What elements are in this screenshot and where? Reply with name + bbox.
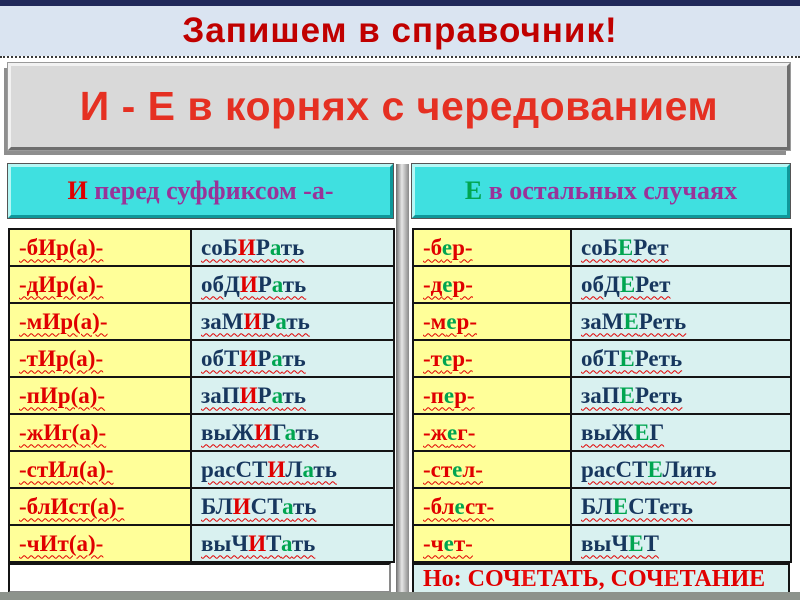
text-segment: -бИр(а)- bbox=[19, 234, 104, 260]
root-cell bbox=[413, 525, 571, 562]
root-text bbox=[423, 235, 473, 260]
text-segment: Р bbox=[255, 234, 270, 260]
text-segment: р- bbox=[454, 382, 475, 408]
text-segment: а bbox=[269, 234, 281, 260]
root-text bbox=[423, 531, 473, 556]
example-word bbox=[581, 494, 693, 519]
root-text bbox=[19, 272, 103, 297]
text-segment: е bbox=[452, 456, 463, 482]
text-segment: -пИр(а)- bbox=[19, 382, 106, 408]
text-segment: е bbox=[443, 530, 454, 556]
root-text bbox=[423, 346, 473, 371]
text-segment: -блИст(а)- bbox=[19, 493, 125, 519]
text-segment: БЛ bbox=[201, 493, 233, 519]
example-cell bbox=[571, 377, 791, 414]
root-text bbox=[19, 346, 103, 371]
root-cell bbox=[413, 414, 571, 451]
table-row bbox=[413, 488, 791, 525]
text-segment: Г bbox=[649, 419, 665, 445]
text-segment: Е bbox=[664, 566, 680, 596]
text-segment: перед суффиксом -а- bbox=[87, 176, 334, 205]
text-segment: ть bbox=[292, 493, 317, 519]
text-segment: Рет bbox=[635, 271, 671, 297]
example-cell bbox=[191, 303, 394, 340]
text-segment: ть bbox=[286, 308, 310, 334]
example-cell bbox=[571, 229, 791, 266]
text-segment: И bbox=[243, 308, 262, 334]
root-cell bbox=[413, 303, 571, 340]
text-segment: ть bbox=[313, 456, 337, 482]
table-row bbox=[9, 488, 394, 525]
text-segment: т- bbox=[453, 530, 473, 556]
text-segment: выЧ bbox=[581, 530, 629, 556]
text-segment: р- bbox=[452, 271, 473, 297]
text-segment: Е bbox=[521, 566, 537, 596]
text-segment: г- bbox=[457, 419, 476, 445]
text-segment: обД bbox=[201, 271, 240, 297]
text-segment: Реть bbox=[634, 345, 683, 371]
example-word bbox=[581, 235, 669, 260]
root-cell bbox=[9, 340, 191, 377]
text-segment: -дИр(а)- bbox=[19, 271, 104, 297]
table-row bbox=[413, 340, 791, 377]
table-row bbox=[413, 414, 791, 451]
text-segment: ть bbox=[282, 271, 307, 297]
root-cell bbox=[9, 414, 191, 451]
text-segment: заП bbox=[201, 382, 240, 408]
example-cell bbox=[571, 488, 791, 525]
example-cell bbox=[571, 451, 791, 488]
text-segment: Т bbox=[643, 530, 659, 556]
text-segment: соБ bbox=[201, 234, 238, 260]
text-segment: СТ bbox=[250, 493, 283, 519]
text-segment: -тИр(а)- bbox=[19, 345, 104, 371]
text-segment: а bbox=[271, 271, 283, 297]
text-segment: И bbox=[67, 176, 88, 205]
root-text bbox=[19, 457, 113, 482]
text-segment: И bbox=[239, 345, 258, 371]
text-segment: соБ bbox=[581, 234, 618, 260]
example-cell bbox=[571, 266, 791, 303]
text-segment: р- bbox=[452, 345, 473, 371]
example-word bbox=[201, 457, 337, 482]
root-text bbox=[423, 383, 475, 408]
example-cell bbox=[571, 340, 791, 377]
text-segment: выЧ bbox=[201, 530, 249, 556]
table-row bbox=[9, 414, 394, 451]
text-segment: р- bbox=[452, 234, 473, 260]
text-segment: е bbox=[454, 493, 465, 519]
text-segment: р- bbox=[456, 308, 477, 334]
example-cell bbox=[571, 525, 791, 562]
text-segment: Р bbox=[257, 271, 272, 297]
text-segment: ст- bbox=[465, 493, 495, 519]
text-segment: Реть bbox=[634, 382, 683, 408]
text-segment: Рет bbox=[633, 234, 669, 260]
text-segment: е bbox=[442, 271, 453, 297]
root-text bbox=[423, 457, 483, 482]
text-segment: И bbox=[267, 456, 286, 482]
root-text bbox=[19, 383, 105, 408]
text-segment: -стИл(а)- bbox=[19, 456, 114, 482]
text-segment: Е bbox=[628, 530, 644, 556]
example-cell bbox=[191, 451, 394, 488]
table-row bbox=[413, 525, 791, 562]
left-column-header bbox=[8, 164, 393, 218]
example-word bbox=[581, 346, 682, 371]
text-segment: а bbox=[271, 345, 283, 371]
text-segment: заМ bbox=[201, 308, 244, 334]
column-separator bbox=[396, 164, 409, 592]
text-segment: И bbox=[254, 419, 273, 445]
example-word bbox=[581, 531, 659, 556]
subtitle-text: И - Е в корнях с чередованием bbox=[79, 83, 719, 129]
table-row bbox=[413, 377, 791, 414]
example-cell bbox=[191, 414, 394, 451]
right-column-header bbox=[412, 164, 790, 218]
example-word bbox=[201, 346, 306, 371]
text-segment: Е bbox=[647, 456, 663, 482]
root-cell bbox=[9, 451, 191, 488]
text-segment: Е bbox=[623, 308, 639, 334]
text-segment: обТ bbox=[581, 345, 620, 371]
example-word bbox=[201, 420, 319, 445]
root-text bbox=[19, 309, 108, 334]
page-title: Запишем в справочник! bbox=[182, 11, 618, 50]
text-segment: обД bbox=[581, 271, 620, 297]
root-cell bbox=[413, 377, 571, 414]
title-band bbox=[0, 6, 800, 56]
text-segment: -т bbox=[423, 345, 442, 371]
root-text bbox=[423, 272, 473, 297]
root-cell bbox=[413, 340, 571, 377]
text-segment: Е bbox=[619, 382, 635, 408]
text-segment: е bbox=[447, 419, 458, 445]
table-row bbox=[413, 229, 791, 266]
text-segment: Е bbox=[464, 176, 483, 205]
text-segment: И bbox=[239, 382, 258, 408]
text-segment: -жИг(а)- bbox=[19, 419, 107, 445]
example-word bbox=[581, 383, 682, 408]
text-segment: -м bbox=[423, 308, 447, 334]
example-word bbox=[201, 309, 310, 334]
root-text bbox=[19, 494, 124, 519]
text-segment: -ч bbox=[423, 530, 444, 556]
text-segment: заП bbox=[581, 382, 620, 408]
text-segment: СТеть bbox=[628, 493, 693, 519]
example-word bbox=[201, 531, 315, 556]
example-cell bbox=[191, 488, 394, 525]
text-segment: ть bbox=[282, 382, 306, 408]
text-segment: ТАТЬ, СОЧ bbox=[536, 566, 664, 592]
text-segment: Е bbox=[619, 271, 636, 297]
text-segment: а bbox=[271, 382, 283, 408]
root-cell bbox=[413, 451, 571, 488]
text-segment: л- bbox=[462, 456, 483, 482]
text-segment: а bbox=[280, 530, 292, 556]
root-cell bbox=[413, 229, 571, 266]
root-cell bbox=[413, 488, 571, 525]
root-text bbox=[423, 420, 475, 445]
text-segment: е bbox=[441, 345, 453, 371]
example-word bbox=[201, 383, 306, 408]
root-cell bbox=[9, 229, 191, 266]
text-segment: а bbox=[284, 419, 296, 445]
root-cell bbox=[9, 266, 191, 303]
text-segment: е bbox=[443, 382, 455, 408]
text-segment: Е bbox=[634, 419, 650, 445]
root-cell bbox=[9, 525, 191, 562]
example-word bbox=[581, 420, 664, 445]
dotted-separator bbox=[0, 56, 800, 58]
root-cell bbox=[9, 377, 191, 414]
text-segment: выЖ bbox=[581, 419, 635, 445]
root-cell bbox=[413, 266, 571, 303]
text-segment: а bbox=[302, 456, 314, 482]
text-segment: е bbox=[441, 234, 453, 260]
table-row bbox=[9, 266, 394, 303]
text-segment: а bbox=[275, 308, 287, 334]
bottom-strip bbox=[0, 592, 800, 600]
text-segment: И bbox=[239, 271, 258, 297]
text-segment: Но: СОЧ bbox=[423, 566, 521, 592]
text-segment: -б bbox=[423, 234, 442, 260]
example-word bbox=[201, 272, 306, 297]
root-cell bbox=[9, 303, 191, 340]
root-text bbox=[423, 309, 477, 334]
table-row bbox=[9, 451, 394, 488]
text-segment: Г bbox=[272, 419, 285, 445]
text-segment: ть bbox=[280, 234, 305, 260]
text-segment: -чИт(а)- bbox=[19, 530, 104, 556]
text-segment: И bbox=[248, 530, 267, 556]
example-cell bbox=[191, 525, 394, 562]
right-roots-table bbox=[412, 228, 792, 563]
table-row bbox=[413, 451, 791, 488]
table-row bbox=[9, 525, 394, 562]
text-segment: -ж bbox=[423, 419, 448, 445]
root-text bbox=[423, 494, 494, 519]
text-segment: -п bbox=[423, 382, 444, 408]
table-row bbox=[9, 340, 394, 377]
example-cell bbox=[191, 377, 394, 414]
text-segment: Р bbox=[257, 382, 272, 408]
example-cell bbox=[191, 340, 394, 377]
text-segment: Т bbox=[266, 530, 281, 556]
text-segment: заМ bbox=[581, 308, 624, 334]
text-segment: БЛ bbox=[581, 493, 613, 519]
text-segment: ть bbox=[282, 345, 306, 371]
example-cell bbox=[191, 229, 394, 266]
text-segment: Лить bbox=[662, 456, 717, 482]
text-segment: Р bbox=[257, 345, 272, 371]
text-segment: И bbox=[232, 493, 251, 519]
root-text bbox=[19, 531, 103, 556]
text-segment: расСТ bbox=[581, 456, 648, 482]
text-segment: Е bbox=[612, 493, 629, 519]
example-word bbox=[581, 457, 716, 482]
table-row bbox=[9, 303, 394, 340]
text-segment: в остальных случаях bbox=[482, 176, 738, 205]
table-row bbox=[9, 229, 394, 266]
text-segment: ть bbox=[295, 419, 320, 445]
text-segment: обТ bbox=[201, 345, 240, 371]
text-segment: И bbox=[237, 234, 256, 260]
root-text bbox=[19, 235, 103, 260]
text-segment: Реть bbox=[638, 308, 687, 334]
text-segment: -бл bbox=[423, 493, 455, 519]
text-segment: -ст bbox=[423, 456, 453, 482]
table-row bbox=[9, 377, 394, 414]
example-cell bbox=[571, 414, 791, 451]
text-segment: а bbox=[282, 493, 293, 519]
example-cell bbox=[571, 303, 791, 340]
text-segment: -мИр(а)- bbox=[19, 308, 108, 334]
example-word bbox=[581, 272, 670, 297]
text-segment: расСТ bbox=[201, 456, 268, 482]
left-roots-table bbox=[8, 228, 395, 563]
text-segment: ть bbox=[291, 530, 316, 556]
text-segment: Л bbox=[285, 456, 303, 482]
example-word bbox=[201, 494, 316, 519]
text-segment: Р bbox=[261, 308, 276, 334]
example-word bbox=[581, 309, 686, 334]
text-segment: -д bbox=[423, 271, 443, 297]
example-word bbox=[201, 235, 304, 260]
text-segment: Е bbox=[617, 234, 634, 260]
left-empty-footer-box bbox=[8, 563, 391, 593]
exception-note bbox=[412, 563, 790, 595]
subtitle-banner bbox=[8, 63, 790, 150]
text-segment: е bbox=[446, 308, 457, 334]
text-segment: Е bbox=[619, 345, 635, 371]
text-segment: выЖ bbox=[201, 419, 255, 445]
root-cell bbox=[9, 488, 191, 525]
text-segment: ТАНИЕ bbox=[679, 566, 766, 592]
table-row bbox=[413, 303, 791, 340]
root-text bbox=[19, 420, 106, 445]
table-row bbox=[413, 266, 791, 303]
example-cell bbox=[191, 266, 394, 303]
